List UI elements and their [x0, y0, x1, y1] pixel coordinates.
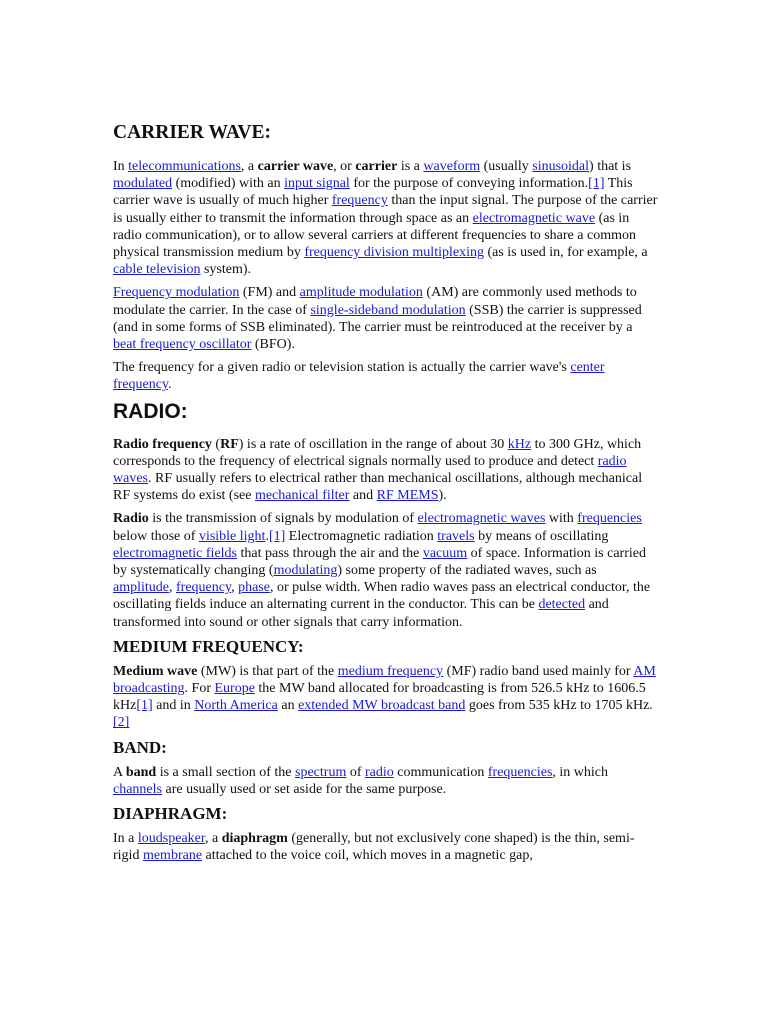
inline-link[interactable]: telecommunications [128, 159, 241, 174]
text-run: of space. Information is carried by systematically changing ( [113, 545, 646, 579]
text-run: , [169, 580, 176, 596]
text-run: (usually [480, 159, 533, 174]
bold-term: Medium wave [113, 663, 198, 679]
heading-medium-frequency: MEDIUM FREQUENCY: [113, 636, 304, 656]
text-run: ) some property of the radiated waves, such as [337, 563, 597, 579]
paragraph [113, 510, 658, 630]
text-run: that pass through the air and the [237, 545, 423, 561]
inline-link[interactable]: radio waves [113, 453, 627, 487]
text-run: The frequency for a given radio or television station is actually the carrier wave's [113, 360, 571, 376]
inline-link[interactable]: extended MW broadcast band [298, 698, 466, 714]
paragraph [113, 830, 658, 864]
text-run: (modified) with an [172, 176, 285, 192]
text-run: (FM) and [239, 285, 300, 301]
paragraph [113, 158, 658, 278]
paragraph [113, 764, 658, 798]
text-run: is a small section of the [156, 764, 296, 780]
text-run: are usually used or set aside for the same purpose. [161, 781, 447, 797]
text-run: , in which [552, 764, 609, 780]
inline-link[interactable]: membrane [142, 848, 203, 864]
section-medium-frequency [113, 637, 658, 732]
text-run: ( [211, 436, 221, 452]
inline-link[interactable]: detected [538, 597, 586, 613]
heading-radio: RADIO: [113, 399, 188, 423]
paragraph [113, 284, 658, 353]
heading-band: BAND: [113, 737, 167, 757]
text-run: In [113, 159, 129, 174]
inline-link[interactable]: visible light [198, 528, 266, 544]
text-run: below those of [113, 528, 199, 544]
inline-link[interactable]: vacuum [422, 545, 468, 561]
text-run: , a [204, 831, 222, 847]
inline-link[interactable]: modulating [273, 563, 338, 579]
inline-link[interactable]: single-sideband modulation [310, 302, 466, 318]
text-run: , a [240, 159, 258, 174]
text-run: Electromagnetic radiation [285, 528, 438, 544]
bold-term: diaphragm [221, 831, 288, 847]
text-run: the MW band allocated for broadcasting is from 526.5 kHz to 1606.5 kHz [113, 681, 646, 714]
bold-term: RF [220, 436, 239, 452]
inline-link[interactable]: frequency [331, 193, 388, 209]
text-run: with [545, 511, 578, 527]
inline-link[interactable]: input signal [284, 176, 350, 192]
heading-diaphragm: DIAPHRAGM: [113, 804, 228, 824]
bold-term: carrier [355, 159, 398, 174]
paragraph [113, 359, 658, 393]
text-run: system). [200, 262, 252, 278]
text-run: A [113, 764, 126, 780]
text-run: , [231, 580, 239, 596]
inline-link[interactable]: channels [113, 781, 162, 797]
text-run: and in [152, 698, 195, 714]
text-run: , or pulse width. When radio waves pass an electrical conductor, the oscillating fields induce an alternating current in the conductor. This can be [113, 580, 651, 613]
text-run: . RF usually refers to electrical rather than mechanical oscillations, although mechanical RF systems do exist (see [113, 471, 643, 504]
inline-link[interactable]: loudspeaker [137, 831, 205, 847]
text-run: communication [393, 764, 488, 780]
inline-link[interactable]: North America [194, 698, 278, 714]
text-run: goes from 535 kHz to 1705 kHz. [465, 698, 653, 714]
text-run: (as is used in, for example, a [483, 245, 648, 261]
inline-link[interactable]: Frequency modulation [113, 285, 240, 301]
section-band [113, 738, 658, 798]
inline-link[interactable]: cable television [113, 262, 201, 278]
inline-link[interactable]: mechanical filter [254, 488, 350, 504]
text-run: than the input signal. The purpose of the carrier is usually either to transmit the information through space as an [113, 193, 658, 226]
text-run: ). [438, 488, 447, 504]
inline-link[interactable]: Europe [214, 681, 255, 697]
inline-link[interactable]: frequency division multiplexing [304, 245, 484, 261]
inline-link[interactable]: frequencies [487, 764, 553, 780]
text-run: In a [113, 831, 138, 847]
inline-link[interactable]: [1] [588, 176, 605, 192]
text-run: and transformed into sound or other signals that carry information. [113, 597, 609, 630]
inline-link[interactable]: AM broadcasting [113, 663, 656, 697]
inline-link[interactable]: medium frequency [337, 663, 444, 679]
inline-link[interactable]: RF MEMS [376, 488, 439, 504]
section-carrier-wave [113, 122, 658, 394]
inline-link[interactable]: kHz [507, 436, 532, 452]
text-run: (SSB) the carrier is suppressed (and in some forms of SSB eliminated). The carrier must be reintroduced at the receiver by a [113, 302, 642, 335]
inline-link[interactable]: waveform [423, 159, 481, 174]
inline-link[interactable]: frequencies [577, 511, 642, 527]
text-run: . [168, 377, 172, 393]
inline-link[interactable]: frequency [176, 580, 232, 596]
inline-link[interactable]: electromagnetic wave [472, 210, 596, 226]
text-run: This carrier wave is usually of much higher [113, 176, 633, 209]
text-run: (BFO). [251, 337, 295, 353]
text-run: ) that is [589, 159, 632, 174]
text-run: ) is a rate of oscillation in the range of about 30 [238, 436, 508, 452]
text-run: an [277, 698, 299, 714]
bold-term: carrier wave [257, 159, 334, 174]
inline-link[interactable]: sinusoidal [532, 159, 590, 174]
text-run: and [349, 488, 377, 504]
text-run: is the transmission of signals by modulation of [148, 511, 418, 527]
inline-link[interactable]: [2] [113, 715, 130, 731]
inline-link[interactable]: center frequency [113, 360, 605, 393]
inline-link[interactable]: modulated [113, 176, 173, 192]
text-run: for the purpose of conveying information. [349, 176, 589, 192]
text-run: by means of oscillating [474, 528, 609, 544]
inline-link[interactable]: beat frequency oscillator [113, 337, 252, 353]
text-run: (MF) radio band used mainly for [443, 663, 634, 679]
inline-link[interactable]: phase [238, 580, 270, 596]
text-run: of [346, 764, 366, 780]
section-radio [113, 400, 658, 631]
section-diaphragm [113, 804, 658, 864]
heading-carrier-wave: CARRIER WAVE: [113, 122, 272, 143]
paragraph [113, 436, 658, 505]
inline-link[interactable]: electromagnetic waves [417, 511, 546, 527]
inline-link[interactable]: electromagnetic fields [113, 545, 237, 561]
text-run: (as in radio communication), or to allow several carriers at different frequencies to share a common physical transmission medium by [113, 210, 636, 261]
inline-link[interactable]: radio [365, 764, 394, 780]
inline-link[interactable]: amplitude modulation [299, 285, 423, 301]
text-run: attached to the voice coil, which moves in a magnetic gap, [202, 848, 533, 864]
text-run: . [265, 528, 269, 544]
bold-term: Radio [113, 511, 149, 527]
inline-link[interactable]: [1] [136, 698, 153, 714]
text-run: to 300 GHz, which corresponds to the frequency of electrical signals normally used to produce and detect [113, 436, 642, 469]
text-run: is a [397, 159, 424, 174]
bold-term: Radio frequency [113, 436, 212, 452]
inline-link[interactable]: [1] [268, 528, 286, 544]
text-run: , or [333, 159, 356, 174]
inline-link[interactable]: travels [437, 528, 475, 544]
inline-link[interactable]: spectrum [295, 764, 347, 780]
paragraph [113, 663, 658, 732]
bold-term: band [125, 764, 157, 780]
text-run: (AM) are commonly used methods to modulate the carrier. In the case of [113, 285, 637, 318]
text-run: . For [184, 681, 215, 697]
inline-link[interactable]: amplitude [113, 580, 169, 596]
text-run: (MW) is that part of the [197, 663, 338, 679]
text-run: (generally, but not exclusively cone shaped) is the thin, semi-rigid [113, 831, 635, 864]
